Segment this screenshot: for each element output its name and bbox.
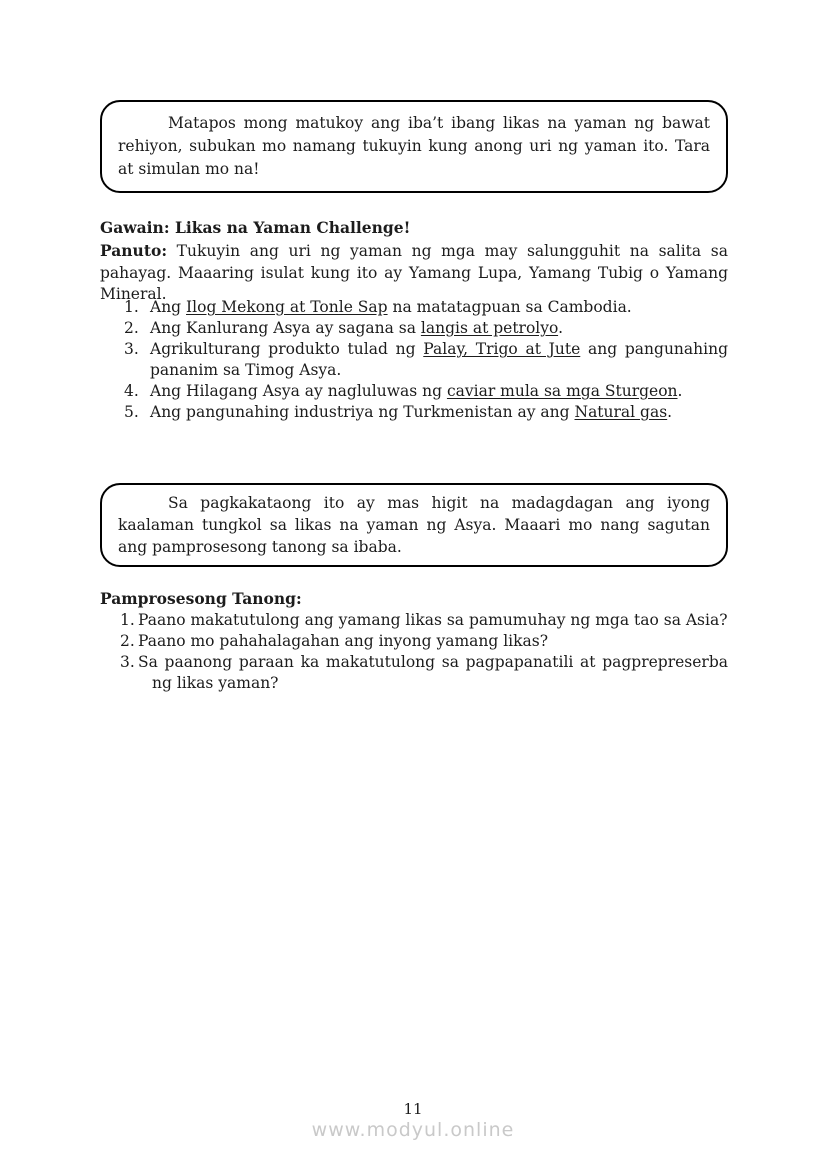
question-text: Paano makatutulong ang yamang likas sa pamumuhay ng mga tao sa Asia? — [138, 611, 728, 629]
questions-list — [100, 610, 728, 694]
activity-title: Gawain: Likas na Yaman Challenge! — [100, 218, 411, 237]
instruction-label: Panuto: — [100, 241, 168, 260]
instruction-text: Tukuyin ang uri ng yaman ng mga may salungguhit na salita sa pahayag. Maaaring isulat kung ito ay Yamang Lupa, Yamang Tubig o Yamang Mineral. — [100, 242, 728, 303]
item-text: Ang pangunahing industriya ng Turkmenistan ay ang Natural gas. — [150, 403, 673, 421]
item-text: Ang Ilog Mekong at Tonle Sap na matatagpuan sa Cambodia. — [150, 298, 632, 316]
underlined-term: Palay, Trigo at Jute — [423, 340, 581, 358]
activity-item-4 — [100, 381, 728, 402]
item-number: 4. — [124, 382, 139, 400]
underlined-term: caviar mula sa mga Sturgeon — [446, 382, 678, 400]
question-item-2 — [100, 631, 728, 652]
question-number: 2. — [120, 632, 135, 650]
activity-item-5 — [100, 402, 728, 423]
questions-title: Pamprosesong Tanong: — [100, 589, 302, 608]
item-number: 1. — [124, 298, 139, 316]
item-text: Ang Hilagang Asya ay nagluluwas ng caviar mula sa mga Sturgeon. — [150, 382, 683, 400]
underlined-term: Ilog Mekong at Tonle Sap — [186, 298, 388, 316]
item-number: 2. — [124, 319, 139, 337]
intro-box — [100, 100, 728, 193]
item-number: 3. — [124, 340, 139, 358]
activity-item-3 — [100, 339, 728, 381]
watermark: www.modyul.online — [311, 1119, 515, 1141]
question-number: 1. — [120, 611, 135, 629]
page-number: 11 — [403, 1100, 423, 1118]
question-text: Sa paanong paraan ka makatutulong sa pagpapanatili at pagprepreserba ng likas yaman? — [138, 653, 728, 692]
question-text: Paano mo pahahalagahan ang inyong yamang likas? — [138, 632, 549, 650]
activity-list — [100, 297, 728, 423]
activity-item-1 — [100, 297, 728, 318]
question-item-1 — [100, 610, 728, 631]
item-text: Ang Kanlurang Asya ay sagana sa langis at petrolyo. — [150, 319, 564, 337]
activity-item-2 — [100, 318, 728, 339]
question-number: 3. — [120, 653, 135, 671]
item-text: Agrikulturang produkto tulad ng Palay, Trigo at Jute ang pangunahing pananim sa Timog Asya. — [150, 340, 729, 379]
transition-box — [100, 483, 728, 567]
intro-text: Matapos mong matukoy ang iba’t ibang likas na yaman ng bawat rehiyon, subukan mo namang tukuyin kung anong uri ng yaman ito. Tara at simulan mo na! — [118, 114, 710, 178]
activity-instruction — [100, 240, 728, 306]
underlined-term: langis at petrolyo — [420, 319, 559, 337]
question-item-3 — [100, 652, 728, 694]
item-number: 5. — [124, 403, 139, 421]
transition-text: Sa pagkakataong ito ay mas higit na madagdagan ang iyong kaalaman tungkol sa likas na yaman ng Asya. Maaari mo nang sagutan ang pamprosesong tanong sa ibaba. — [118, 494, 710, 556]
underlined-term: Natural gas — [574, 403, 668, 421]
